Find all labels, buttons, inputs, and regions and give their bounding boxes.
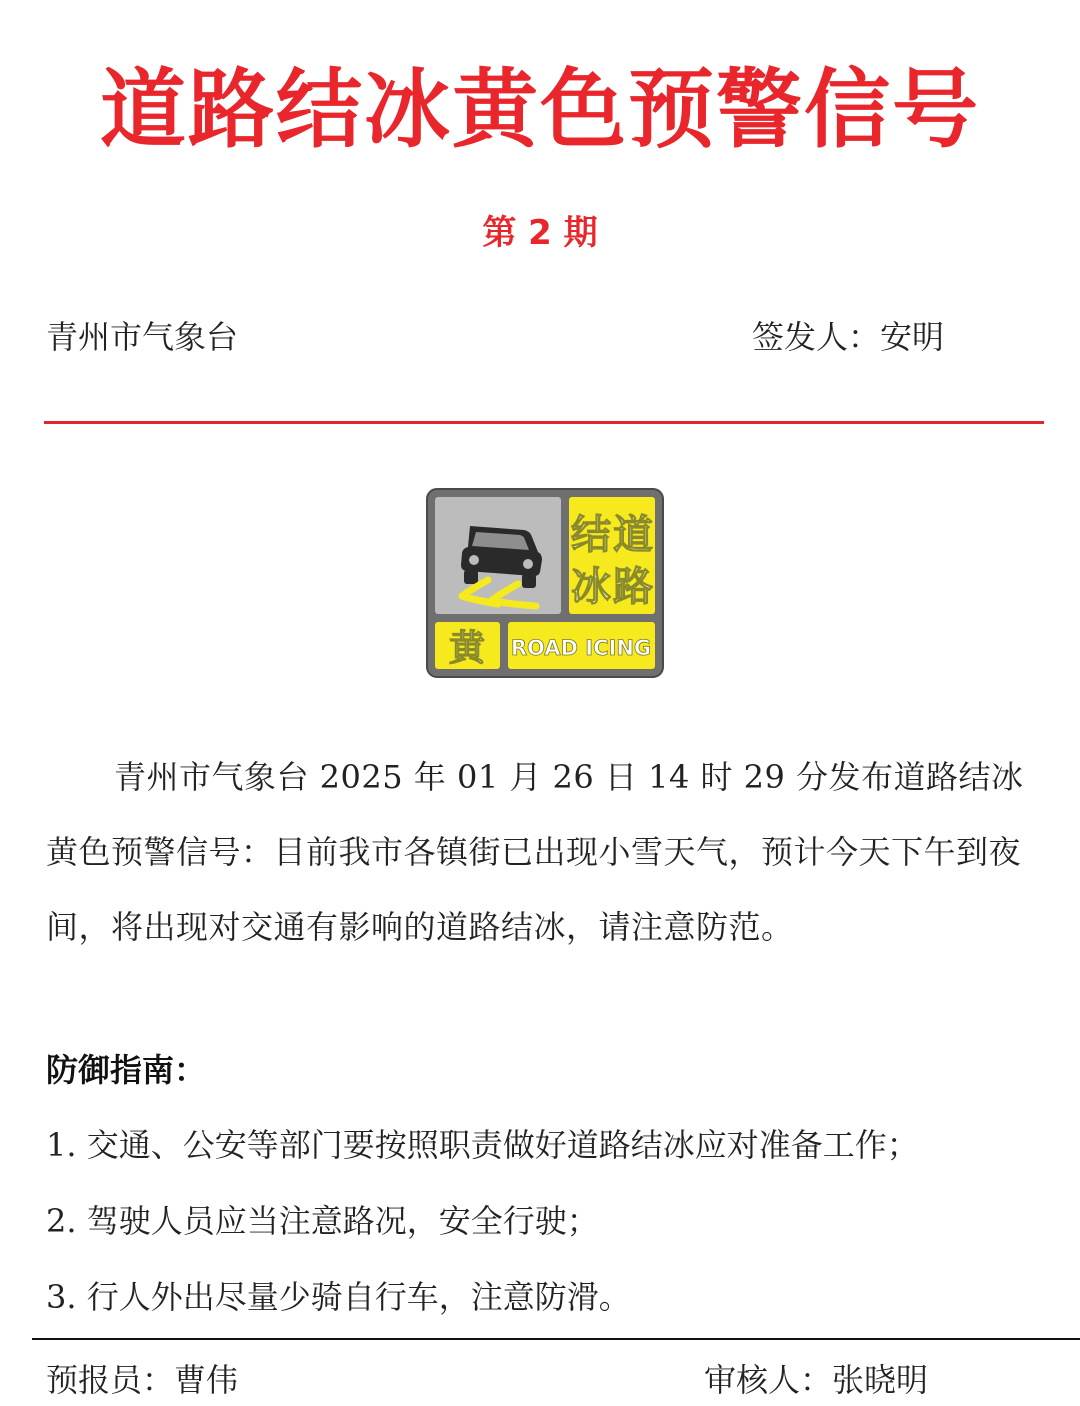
issue-number: 第 2 期 [482,213,598,253]
guide-item-2: 2. 驾驶人员应当注意路况，安全行驶； [46,1202,599,1240]
guide-item-1: 1. 交通、公安等部门要按照职责做好道路结冰应对准备工作； [46,1126,919,1164]
warning-paragraph: 青州市气象台 2025 年 01 月 26 日 14 时 29 分发布道路结冰黄色预警信号：目前我市各镇街已出现小雪天气，预计今天下午到夜间，将出现对交通有影响的道路结冰，请注意防范。 [46,758,1024,946]
signal-label: ROAD ICING [510,636,652,660]
forecaster-name: 预报员：曹伟 [46,1361,239,1399]
glyph-top-right: 道 [613,512,653,558]
reviewer-name: 审核人：张晓明 [704,1361,929,1399]
level-glyph: 黄 [448,628,486,669]
road-icing-yellow-signal-icon [426,488,664,678]
glyph-bottom-left: 冰 [571,564,611,610]
document-title: 道路结冰黄色预警信号 [100,60,980,160]
glyph-top-left: 结 [571,512,611,558]
signer-name: 签发人：安明 [752,318,945,356]
header-divider [44,421,1044,424]
issuer-name: 青州市气象台 [46,318,239,356]
guide-item-3: 3. 行人外出尽量少骑自行车，注意防滑。 [46,1278,631,1316]
guide-heading: 防御指南： [46,1051,207,1089]
footer-divider [32,1338,1080,1340]
glyph-bottom-right: 路 [613,564,653,610]
